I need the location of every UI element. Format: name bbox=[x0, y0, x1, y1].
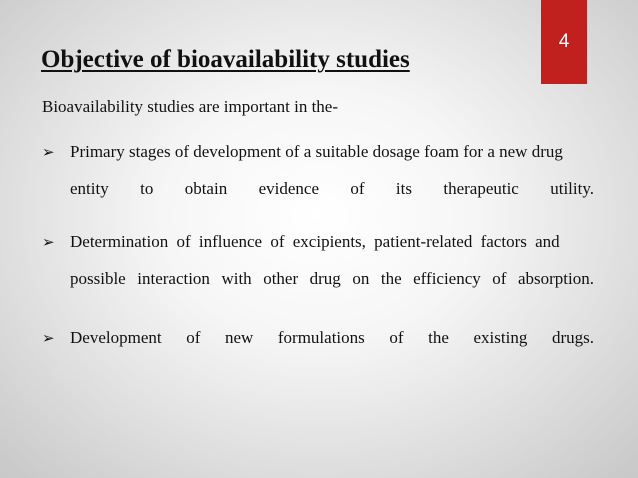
page-number: 4 bbox=[558, 31, 570, 52]
word: Development bbox=[70, 328, 162, 347]
word: new bbox=[224, 328, 254, 347]
word: its bbox=[395, 179, 412, 198]
arrow-bullet-icon: ➢ bbox=[42, 233, 55, 251]
bullet-1-line-1-text: Primary stages of development of a suitable dosage foam for a new drug bbox=[70, 142, 563, 161]
word: to bbox=[140, 179, 154, 198]
bullet-text-1 bbox=[70, 139, 594, 202]
bullet-text-3 bbox=[70, 325, 594, 351]
bullet-item-2 bbox=[42, 229, 594, 292]
arrow-bullet-icon: ➢ bbox=[42, 329, 55, 347]
arrow-bullet-icon: ➢ bbox=[42, 143, 55, 161]
word: drugs. bbox=[551, 328, 594, 347]
bullet-item-1 bbox=[42, 139, 594, 213]
word: the bbox=[428, 328, 449, 347]
word: therapeutic bbox=[443, 179, 519, 198]
word: entity bbox=[70, 179, 109, 198]
word: of bbox=[389, 328, 404, 347]
bullet-1-line-1 bbox=[70, 139, 594, 165]
word: obtain bbox=[184, 179, 228, 198]
slide-title: Objective of bioavailability studies bbox=[41, 46, 410, 73]
bullet-3-line-1 bbox=[70, 325, 594, 351]
intro-text: Bioavailability studies are important in the- bbox=[42, 97, 339, 116]
bullet-2-line-2 bbox=[70, 266, 594, 292]
bullet-2-line-1 bbox=[70, 229, 594, 255]
bullet-1-line-2 bbox=[70, 176, 594, 202]
page-number-badge bbox=[541, 0, 587, 84]
word: of bbox=[186, 328, 201, 347]
word: existing bbox=[473, 328, 528, 347]
word: formulations bbox=[277, 328, 365, 347]
bullet-2-line-1-text: Determination of influence of excipients, patient-related factors and bbox=[70, 232, 560, 251]
bullet-2-line-2-text: possible interaction with other drug on the efficiency of absorption. bbox=[70, 269, 594, 288]
word: utility. bbox=[550, 179, 594, 198]
word: evidence bbox=[258, 179, 319, 198]
word: of bbox=[350, 179, 365, 198]
bullet-item-3 bbox=[42, 325, 594, 362]
bullet-text-2 bbox=[70, 229, 594, 292]
